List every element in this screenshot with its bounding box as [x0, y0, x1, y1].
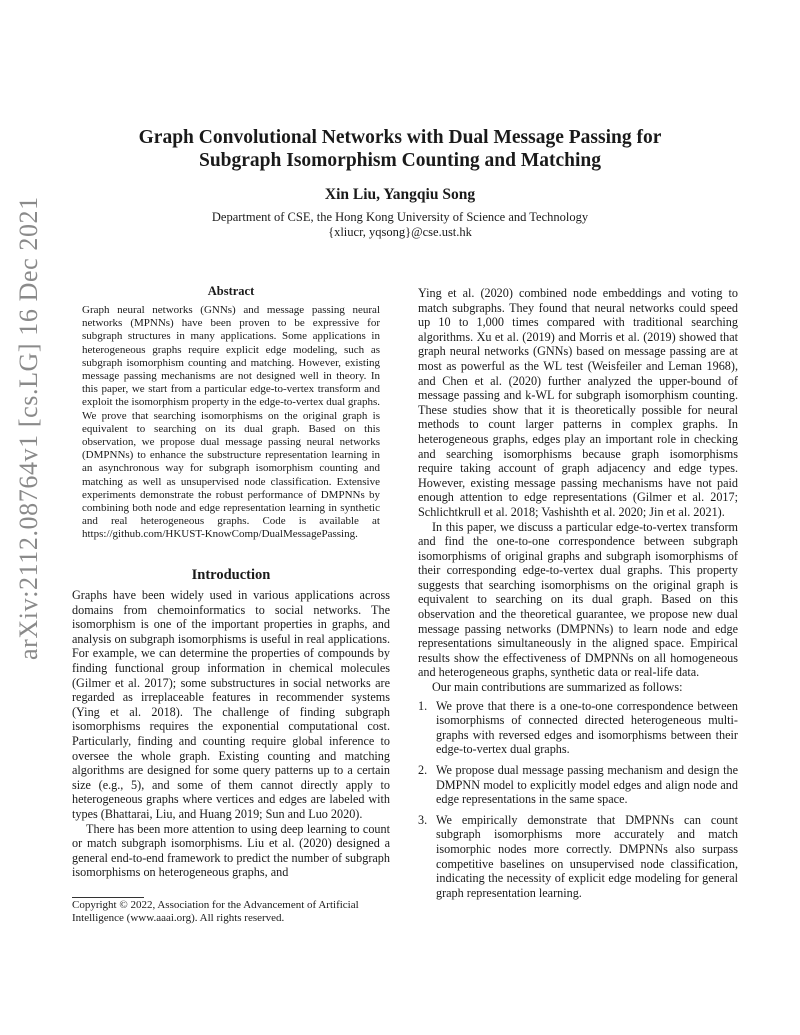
title-line: Subgraph Isomorphism Counting and Matching: [198, 150, 602, 171]
author-list: Xin Liu, Yangqiu Song: [324, 186, 476, 203]
contribution-text: We prove that there is a one-to-one correspondence between isomorphisms of connected directed heterogeneous multi-graphs with reversed edges and isomorphisms between their edge-to-vertex dual graphs.: [436, 698, 738, 757]
contribution-item: [418, 813, 738, 901]
contribution-text: We propose dual message passing mechanism and design the DMPNN model to explicitly model edges and align node and edge representations in the same space.: [436, 763, 738, 807]
contribution-number: 1.: [418, 698, 428, 713]
body-paragraph: Ying et al. (2020) combined node embeddings and voting to match subgraphs. They found that neural networks could speed up 10 to 1,000 times compared with traditional searching algorithms. Xu et al. (2019) and Morris et al. (2019) showed that graph neural networks (GNNs) based on message passing are at most as powerful as the WL test (Weisfeiler and Leman 1968), and Chen et al. (2020) further analyzed the upper-bound of message passing and k-WL for subgraph isomorphism counting. These studies show that it is theoretically possible for neural methods to count larger patterns in complex graphs. In heterogeneous graphs, edges play an important role in checking and searching isomorphisms because graph isomorphisms require taking account of graph adjacency and edge types. However, existing message passing mechanisms have not paid enough attention to edge representations (Gilmer et al. 2017; Schlichtkrull et al. 2018; Vashishth et al. 2020; Jin et al. 2021).: [418, 286, 738, 519]
intro-paragraph: Graphs have been widely used in various applications across domains from chemoinformatics to social networks. The isomorphism is one of the important properties in graphs, and analysis on subgraph isomorphisms is useful in real applications. For example, we can determine the properties of compounds by finding functional group information in chemical molecules (Gilmer et al. 2017); some substructures in social networks are regarded as irreplaceable features in recommender systems (Ying et al. 2018). The challenge of finding subgraph isomorphisms requires the exponential computational cost. Particularly, finding and counting require global inference to oversee the whole graph. Existing counting and matching algorithms are designed for some query patterns up to a certain size (e.g., 5), and some of them cannot directly apply to heterogeneous graphs where vertices and edges are labeled with types (Bhattarai, Liu, and Huang 2019; Sun and Luo 2020).: [72, 588, 390, 821]
author-emails[interactable]: {xliucr, yqsong}@cse.ust.hk: [328, 225, 472, 239]
paper-title: [72, 126, 728, 172]
contribution-item: [418, 699, 738, 757]
contribution-list: [418, 699, 738, 901]
intro-paragraph: There has been more attention to using deep learning to count or match subgraph isomorphisms. Liu et al. (2020) designed a general end-to-end framework to predict the number of subgraph isomorphisms on heterogeneous graphs, and: [72, 821, 390, 880]
contribution-number: 2.: [418, 763, 428, 777]
body-paragraph: Our main contributions are summarized as follows:: [432, 680, 683, 695]
copyright-footnote: Copyright © 2022, Association for the Advancement of Artificial Intelligence (www.aaai.org). All rights reserved.: [72, 899, 359, 925]
introduction-body: [72, 588, 390, 880]
contribution-number: 3.: [418, 812, 428, 827]
affiliation: [72, 210, 728, 240]
arxiv-identifier[interactable]: arXiv:2112.08764v1 [cs.LG] 16 Dec 2021: [14, 196, 43, 660]
contribution-text: We empirically demonstrate that DMPNNs can count subgraph isomorphisms more accurately and match isomorphic nodes more correctly. DMPNNs also surpass competitive baselines on unsupervised node classification, indicating the necessity of explicit edge modeling for general graph representation learning.: [436, 812, 738, 900]
affiliation-line: Department of CSE, the Hong Kong University of Science and Technology: [211, 210, 589, 224]
abstract-text: Graph neural networks (GNNs) and message passing neural networks (MPNNs) have been proven to be expressive for subgraph structures in many applications. Some applications in heterogeneous graphs require explicit edge modeling, such as subgraph isomorphism counting and matching. However, existing message passing mechanisms are not designed well in theory. In this paper, we start from a particular edge-to-vertex transform and exploit the isomorphism property in the edge-to-vertex dual graphs. We prove that searching isomorphisms on the original graph is equivalent to searching on its dual graph. Based on this observation, we propose dual message passing neural networks (DMPNNs) to enhance the substructure representation learning in an asynchronous way for subgraph isomorphism counting and matching as well as unsupervised node classification. Extensive experiments demonstrate the robust performance of DMPNNs by combining both node and edge representation learning in synthetic and real heterogeneous graphs. Code is available at https://github.com/HKUST-KnowComp/DualMessagePassing.: [82, 304, 380, 541]
abstract-heading: Abstract: [207, 284, 255, 298]
introduction-heading: Introduction: [191, 567, 271, 583]
footnote-divider: [72, 897, 144, 898]
contribution-item: [418, 763, 738, 807]
body-paragraph: In this paper, we discuss a particular edge-to-vertex transform and find the one-to-one correspondence between subgraph isomorphisms of original graphs and subgraph isomorphisms of their corresponding edge-to-vertex dual graphs. This property suggests that searching isomorphisms on the original graph is equivalent to searching on its dual graph. Based on this observation and the theoretical guarantee, we propose new dual message passing networks (DMPNNs) to learn node and edge representations simultaneously in the aligned space. Empirical results show the effectiveness of DMPNNs on all homogeneous and heterogeneous graphs, synthetic data or real-life data.: [418, 519, 738, 680]
right-column-body: [418, 286, 738, 906]
title-line: Graph Convolutional Networks with Dual Message Passing for: [138, 127, 662, 148]
